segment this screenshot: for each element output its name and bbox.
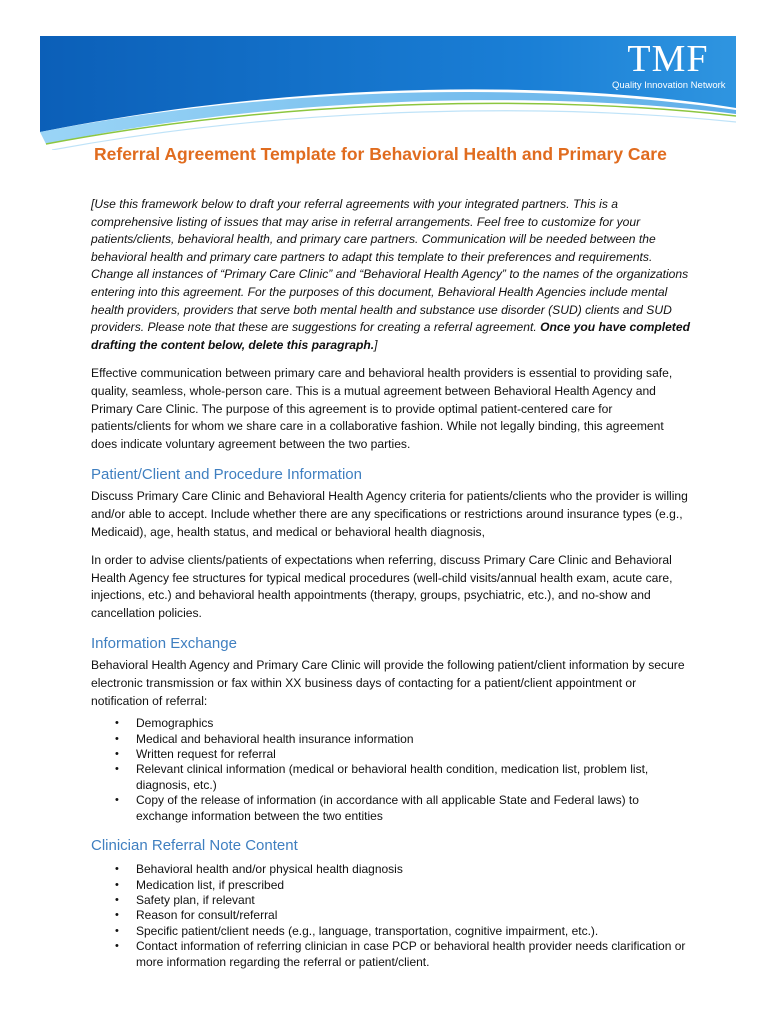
list-item bbox=[91, 862, 691, 877]
section-paragraph: Behavioral Health Agency and Primary Care Clinic will provide the following patient/client information by secure electronic transmission or fax within XX business days of contacting for a patient/client appointment or notification of referral: bbox=[91, 658, 685, 708]
list-item bbox=[91, 924, 691, 939]
bullet-icon: • bbox=[115, 940, 119, 953]
document-title: Referral Agreement Template for Behavioral Health and Primary Care bbox=[94, 144, 667, 164]
tmf-logo bbox=[612, 40, 724, 92]
bullet-icon: • bbox=[115, 763, 119, 776]
document-body bbox=[91, 196, 691, 970]
list-item bbox=[91, 747, 691, 762]
list-item-text: Copy of the release of information (in accordance with all applicable State and Federal laws) to exchange information between the two entities bbox=[136, 793, 639, 823]
bullet-icon: • bbox=[115, 878, 119, 891]
bullet-icon: • bbox=[115, 748, 119, 761]
list-item bbox=[91, 939, 691, 970]
section-paragraph: Discuss Primary Care Clinic and Behavioral Health Agency criteria for patients/clients who the provider is willing and/or able to accept. Include whether there are any specifications or restrictions around insurance types (e.g., Medicaid), age, health status, and medical or behavioral health diagnosis, bbox=[91, 489, 688, 539]
bullet-icon: • bbox=[115, 794, 119, 807]
list-item bbox=[91, 893, 691, 908]
section-heading-patient-client: Patient/Client and Procedure Information bbox=[91, 466, 362, 484]
list-item-text: Reason for consult/referral bbox=[136, 908, 278, 923]
list-item-text: Contact information of referring clinician in case PCP or behavioral health provider needs clarification or more information regarding the referral or patient/client. bbox=[136, 939, 686, 969]
list-item-text: Demographics bbox=[136, 716, 214, 731]
list-item-text: Specific patient/client needs (e.g., language, transportation, cognitive impairment, etc.). bbox=[136, 923, 599, 938]
intro-bold-instruction: Once you have completed drafting the content below, delete this paragraph. bbox=[91, 320, 690, 352]
list-item bbox=[91, 878, 691, 893]
list-item bbox=[91, 908, 691, 923]
bullet-icon: • bbox=[115, 893, 119, 906]
section-heading-information-exchange: Information Exchange bbox=[91, 635, 237, 653]
information-exchange-list bbox=[91, 716, 691, 824]
purpose-paragraph: Effective communication between primary care and behavioral health providers is essential to providing safe, quality, seamless, whole-person care. This is a mutual agreement between Behavioral Health Agency and Primary Care Clinic. The purpose of this agreement is to provide optimal patient-centered care for patients/clients for whom we share care in a collaborative fashion. While not legally binding, this agreement does indicate voluntary agreement between the two parties. bbox=[91, 366, 673, 451]
bullet-icon: • bbox=[115, 863, 119, 876]
bullet-icon: • bbox=[115, 924, 119, 937]
list-item-text: Written request for referral bbox=[136, 747, 276, 762]
intro-instructions bbox=[91, 196, 691, 354]
intro-close-bracket: ] bbox=[374, 337, 378, 352]
list-item-text: Behavioral health and/or physical health diagnosis bbox=[136, 862, 403, 877]
header-banner bbox=[0, 0, 770, 150]
section-heading-clinician-referral-note: Clinician Referral Note Content bbox=[91, 837, 298, 855]
list-item-text: Safety plan, if relevant bbox=[136, 892, 255, 907]
intro-text: [Use this framework below to draft your referral agreements with your integrated partners. This is a comprehensive listing of issues that may arise in referral arrangements. Feel free to customize for your patients/clients, behavioral health, and primary care partners. Communication will be needed between the behavioral health and primary care partners to adapt this template to their preferences and requirements. Change all instances of “Primary Care Clinic” and “Behavioral Health Agency” to the names of the organizations entering into this agreement. For the purposes of this document, Behavioral Health Agencies include mental health providers, providers that serve both mental health and substance use disorder (SUD) clients and SUD providers. Please note that these are suggestions for creating a referral agreement. bbox=[91, 197, 689, 335]
bullet-icon: • bbox=[115, 717, 119, 730]
section-paragraph: In order to advise clients/patients of expectations when referring, discuss Primary Care Clinic and Behavioral Health Agency fee structures for typical medical procedures (well-child visits/annual health exam, acute care, injections, etc.) and behavioral health appointments (therapy, groups, psychiatric, etc.), and no-show and cancellation policies. bbox=[91, 553, 673, 620]
list-item-text: Medication list, if prescribed bbox=[136, 877, 285, 892]
list-item bbox=[91, 732, 691, 747]
list-item bbox=[91, 762, 691, 793]
list-item-text: Medical and behavioral health insurance information bbox=[136, 731, 414, 746]
list-item bbox=[91, 793, 691, 824]
logo-tagline: Quality Innovation Network bbox=[612, 80, 726, 91]
list-item bbox=[91, 716, 691, 731]
logo-wordmark: TMF bbox=[627, 38, 709, 80]
list-item-text: Relevant clinical information (medical or behavioral health condition, medication list, problem list, diagnosis, etc.) bbox=[136, 762, 649, 792]
clinician-referral-list bbox=[91, 862, 691, 970]
bullet-icon: • bbox=[115, 732, 119, 745]
bullet-icon: • bbox=[115, 909, 119, 922]
